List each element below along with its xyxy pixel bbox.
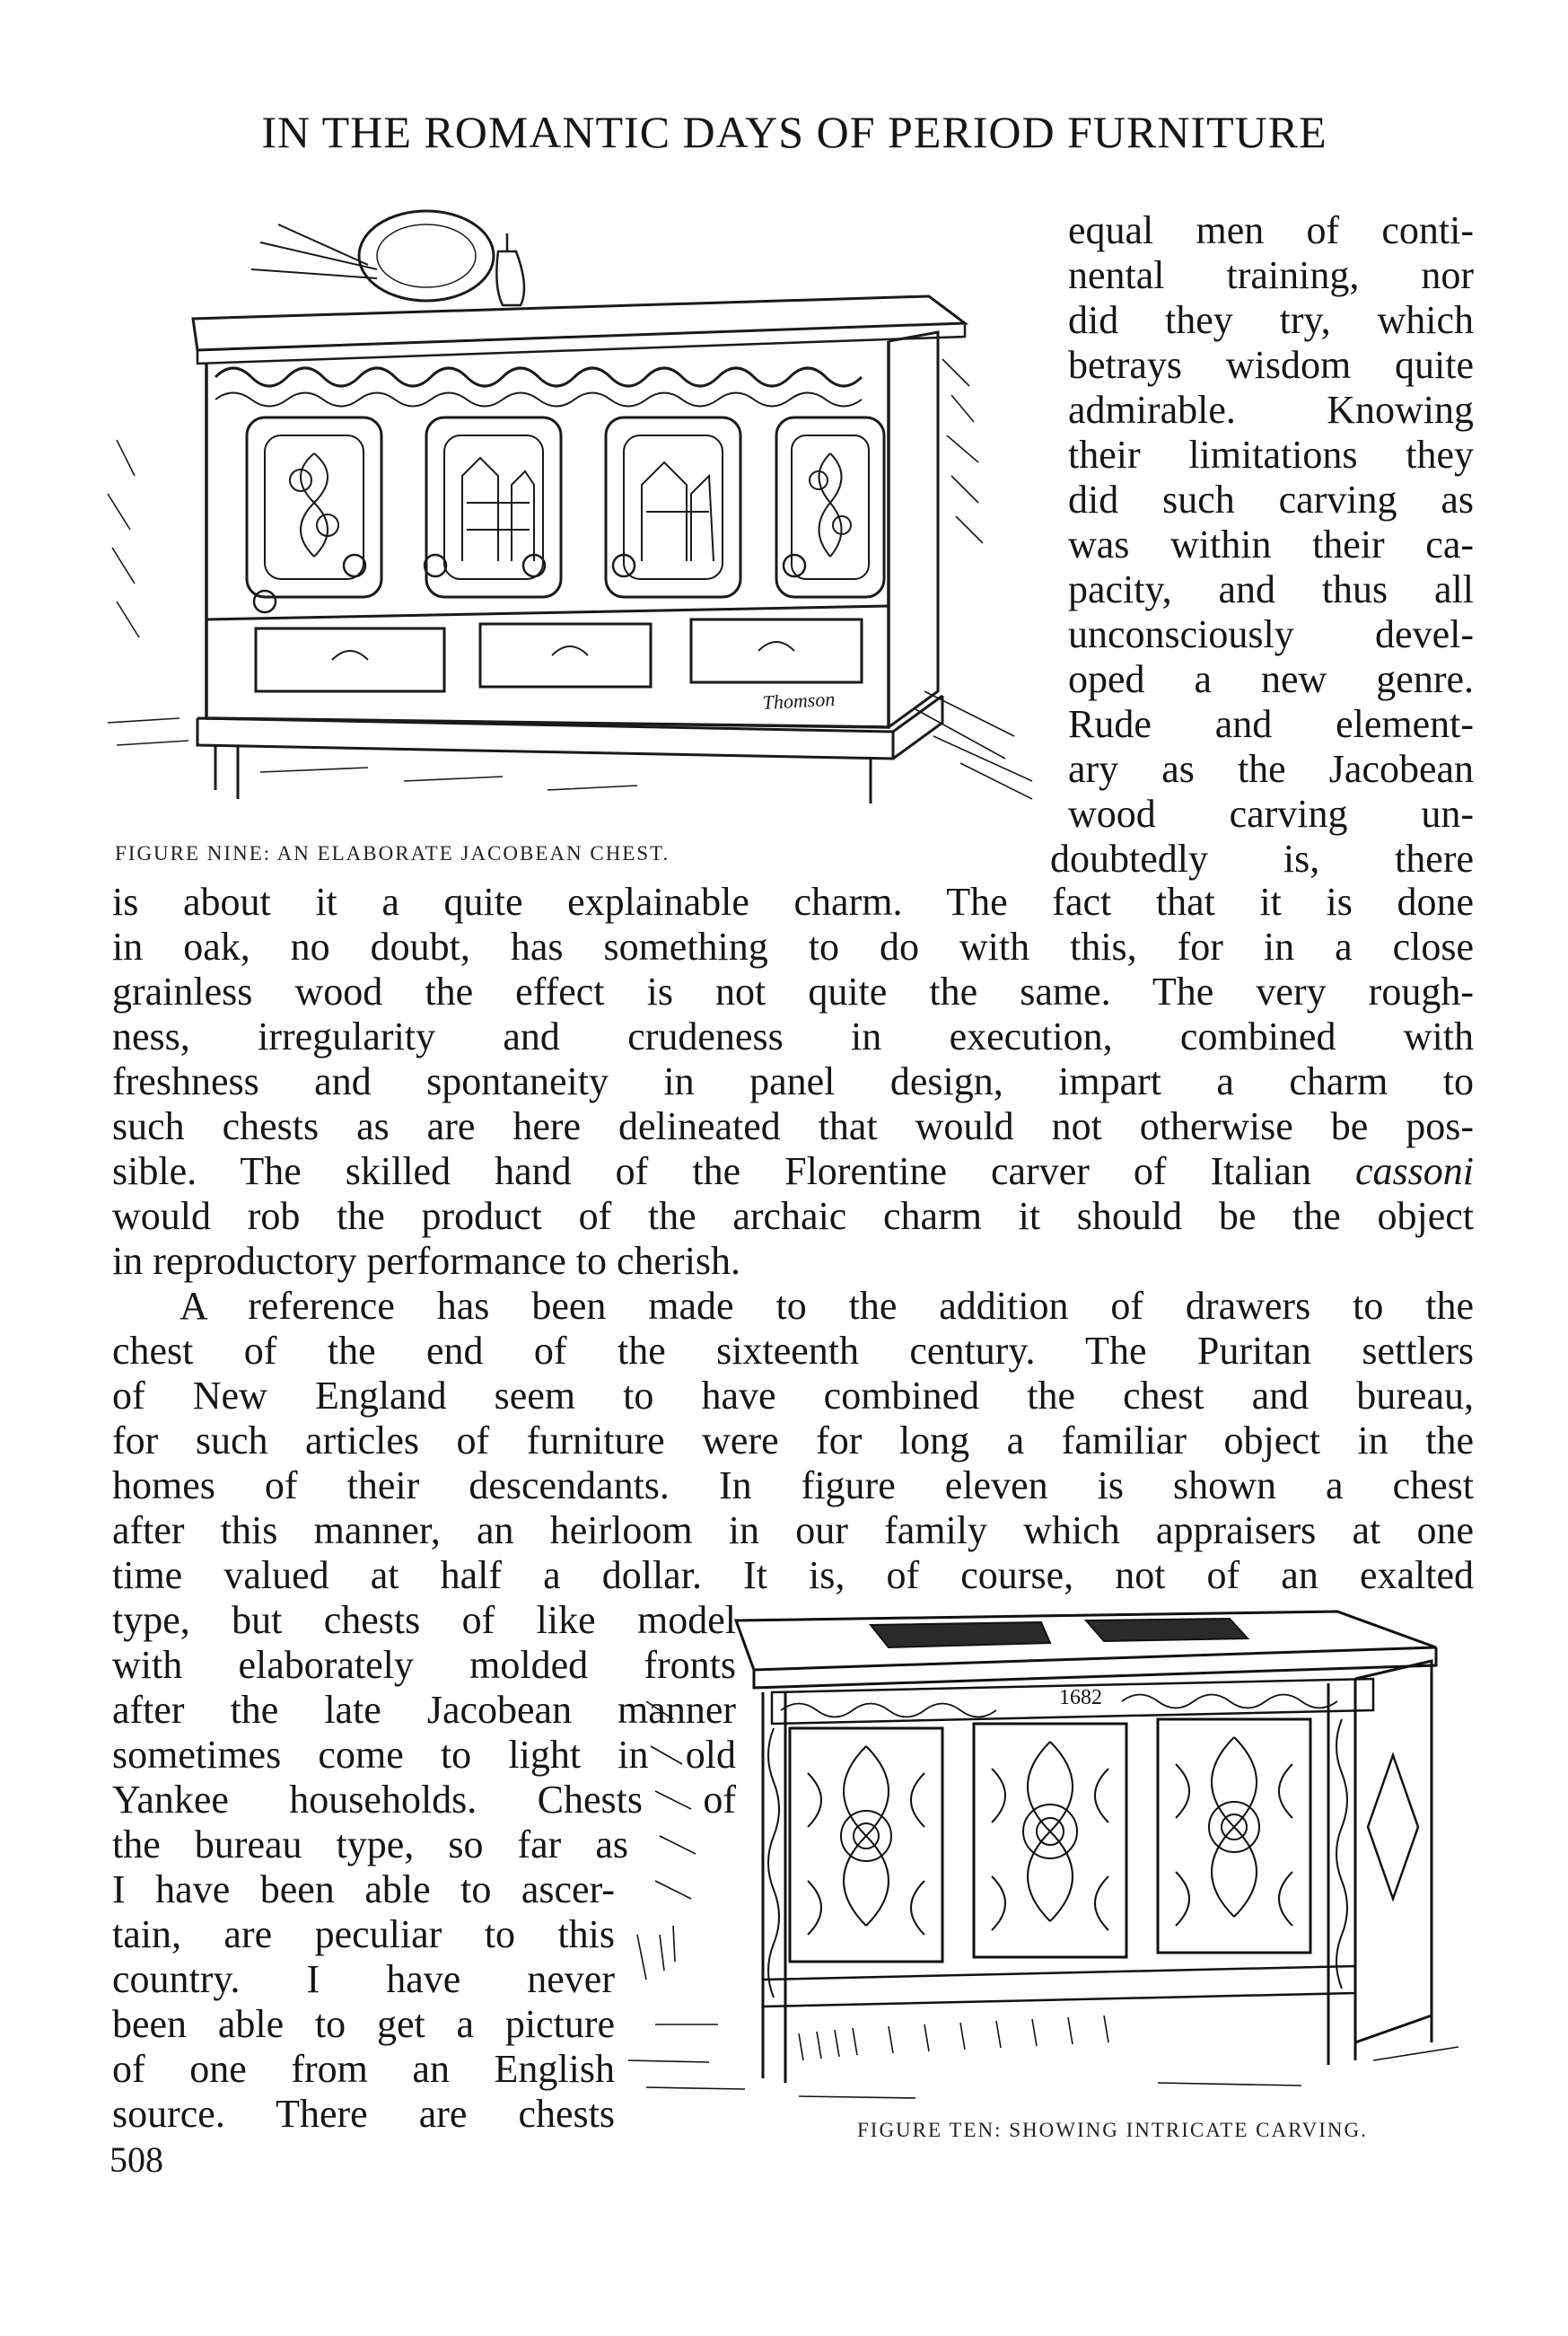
text-line: after the late Jacobean manner (112, 1688, 736, 1732)
text-line: ness, irregularity and crudeness in execution, combined with (112, 1014, 1474, 1058)
text-line: for such articles of furniture were for long a familiar object in the (112, 1418, 1474, 1462)
text-line: is about it a quite explainable charm. The fact that it is done (112, 880, 1474, 924)
text-line: source. There are chests (112, 2092, 615, 2136)
text-line: the bureau type, so far as (112, 1822, 628, 1866)
text-line: did they try, which (1068, 298, 1474, 342)
text-line: grainless wood the effect is not quite the same. The very rough- (112, 970, 1474, 1014)
text-line: would rob the product of the archaic charm it should be the object (112, 1194, 1474, 1238)
text-line: pacity, and thus all (1068, 567, 1474, 611)
text-line: nental training, nor (1068, 253, 1474, 297)
text-line: their limitations they (1068, 433, 1474, 477)
text-line (112, 1149, 1474, 1194)
text-line: unconsciously devel- (1068, 612, 1474, 656)
figure-nine-signature: Thomson (761, 687, 836, 714)
text-line: been able to get a picture (112, 2002, 615, 2046)
text-line: tain, are peculiar to this (112, 1912, 615, 1956)
text-line: I have been able to ascer- (112, 1867, 615, 1911)
text-line: was within their ca- (1068, 523, 1474, 566)
text-line: admirable. Knowing (1068, 388, 1474, 432)
text-line: after this manner, an heirloom in our family which appraisers at one (112, 1508, 1474, 1552)
text-line: wood carving un- (1068, 792, 1474, 836)
text-line: Yankee households. Chests of (112, 1778, 736, 1822)
text-line: doubtedly is, there (1050, 837, 1474, 881)
text-line: oped a new genre. (1068, 657, 1474, 701)
text-line: time valued at half a dollar. It is, of course, not of an exalted (112, 1553, 1474, 1597)
running-head: IN THE ROMANTIC DAYS OF PERIOD FURNITURE (261, 107, 1327, 157)
figure-nine-caption: FIGURE NINE: AN ELABORATE JACOBEAN CHEST. (115, 842, 670, 865)
text-line: did such carving as (1068, 478, 1474, 522)
text-line: A reference has been made to the addition of drawers to the (180, 1284, 1474, 1328)
figure-nine-illustration (81, 206, 1050, 835)
text-line: of New England seem to have combined the chest and bureau, (112, 1374, 1474, 1418)
text-line: with elaborately molded fronts (112, 1643, 736, 1687)
text-run: sible. The skilled hand of the Florentine carver of Italian (112, 1149, 1355, 1193)
page-number: 508 (109, 2139, 163, 2180)
figure-ten-illustration (619, 1594, 1459, 2114)
text-line: equal men of conti- (1068, 208, 1474, 252)
text-line: freshness and spontaneity in panel design, impart a charm to (112, 1059, 1474, 1103)
italic-term-cassoni: cassoni (1355, 1149, 1474, 1193)
text-line: country. I have never (112, 1957, 615, 2001)
figure-ten-caption: FIGURE TEN: SHOWING INTRICATE CARVING. (857, 2119, 1368, 2141)
figure-ten-date: 1682 (1059, 1686, 1102, 1709)
text-line: chest of the end of the sixteenth century. The Puritan settlers (112, 1329, 1474, 1373)
text-line: betrays wisdom quite (1068, 343, 1474, 387)
text-line: type, but chests of like model (112, 1598, 736, 1642)
text-line: such chests as are here delineated that would not otherwise be pos- (112, 1104, 1474, 1148)
text-line: homes of their descendants. In figure eleven is shown a chest (112, 1463, 1474, 1507)
text-line: ary as the Jacobean (1068, 747, 1474, 791)
text-line: in reproductory performance to cherish. (112, 1239, 741, 1283)
text-line: Rude and element- (1068, 702, 1474, 746)
text-line: sometimes come to light in old (112, 1733, 736, 1777)
text-line: of one from an English (112, 2047, 615, 2091)
text-line: in oak, no doubt, has something to do with this, for in a close (112, 925, 1474, 969)
